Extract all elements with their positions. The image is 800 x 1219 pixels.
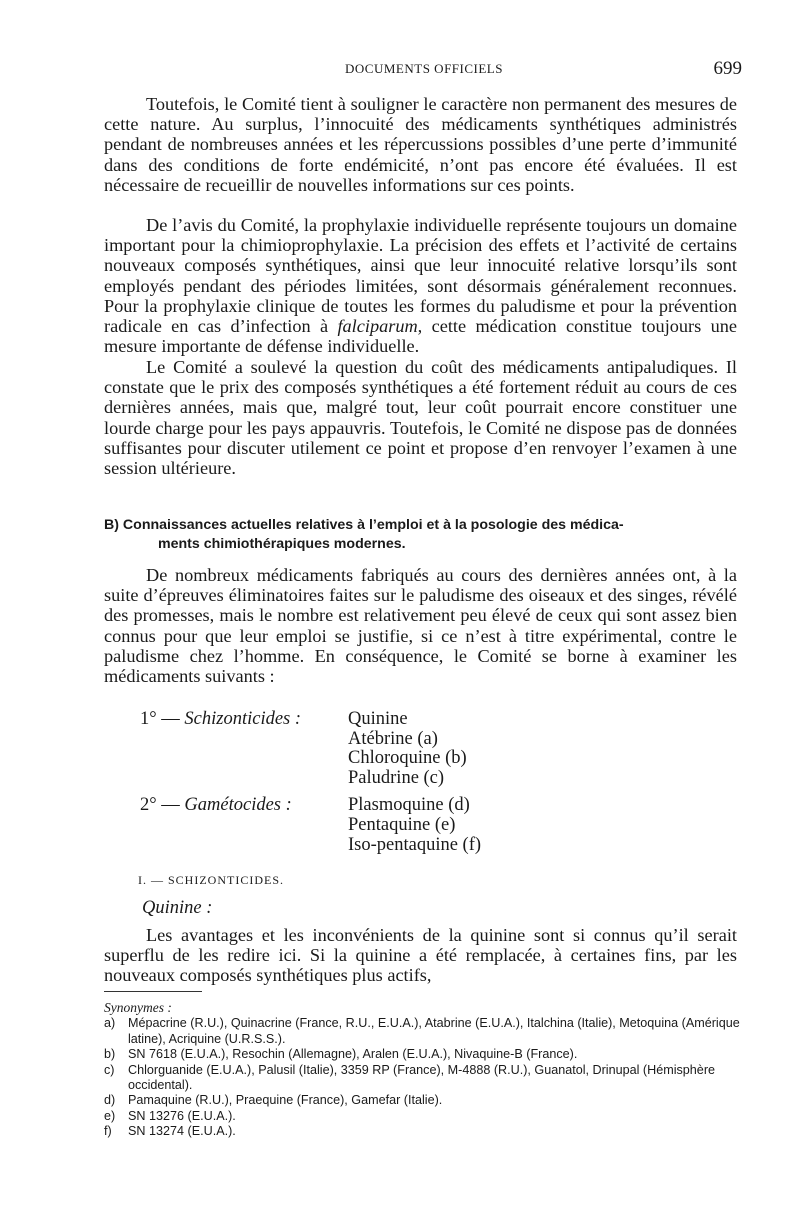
footnote-text: SN 13274 (E.U.A.). <box>128 1124 236 1139</box>
drug-group-number: 1° — <box>140 709 180 729</box>
paragraph-3 <box>104 357 737 478</box>
footnote-mark: a) <box>104 1016 116 1031</box>
page-number: 699 <box>713 58 742 79</box>
paragraph-1-text: Toutefois, le Comité tient à souligner le caractère non permanent des mesures de cette nature. Au surplus, l’innocuité des médicaments synthétiques administrés pendant de nombreuses années et les répercussions possibles d’une perte d’immunité dans des conditions de forte endémicité, n’ont pas encore été évaluées. Il est nécessaire de recueillir de nouvelles informations sur ces points. <box>104 94 737 195</box>
footnote-text: SN 7618 (E.U.A.), Resochin (Allemagne), Aralen (E.U.A.), Nivaquine-B (France). <box>128 1047 578 1062</box>
drug-item: Atébrine (a) <box>348 728 438 749</box>
footnote <box>104 1124 744 1139</box>
paragraph-2-end: cette médication constitue toujours une mesure importante de défense individuelle. <box>104 316 737 357</box>
subheading-schizonticides: I. — SCHIZONTICIDES. <box>138 873 284 887</box>
footnote-text: SN 13276 (E.U.A.). <box>128 1108 236 1123</box>
drug-group-label: Schizonticides : <box>184 709 302 729</box>
paragraph-2-italic: falciparum, <box>337 316 423 337</box>
drug-group-number: 2° — <box>140 795 180 816</box>
quinine-heading: Quinine : <box>142 898 213 918</box>
footnote <box>104 1063 744 1094</box>
drug-group-schizonticides <box>140 710 640 788</box>
footnote-text: Pamaquine (R.U.), Praequine (France), Gamefar (Italie). <box>128 1093 443 1108</box>
footnote-mark: c) <box>104 1062 115 1077</box>
drug-group-gametocides <box>140 796 640 855</box>
section-b-heading <box>104 516 737 554</box>
paragraph-2 <box>104 215 737 356</box>
footnote-text: Chlorguanide (E.U.A.), Palusil (Italie), 3359 RP (France), M-4888 (R.U.), Guanatol, Drinupal (Hémisphère occidental). <box>128 1062 716 1093</box>
page-header <box>104 58 744 82</box>
running-title: DOCUMENTS OFFICIELS <box>345 61 503 76</box>
footnote-text: Mépacrine (R.U.), Quinacrine (France, R.U., E.U.A.), Atabrine (E.U.A.), Italchina (Italie), Metoquina (Amérique latine), Acriquine (U.R.S.S.). <box>128 1016 740 1046</box>
footnotes-title: Synonymes : <box>104 1000 172 1015</box>
paragraph-5-text: Les avantages et les inconvénients de la quinine sont si connus qu’il serait superflu de les redire ici. Si la quinine a été remplacée, à certaines fins, par les nouveaux composés synthétiques plus actifs, <box>104 925 737 986</box>
footnote-mark: f) <box>104 1124 112 1139</box>
drug-item: Iso-pentaquine (f) <box>348 834 482 855</box>
paragraph-3-text: Le Comité a soulevé la question du coût des médicaments antipaludiques. Il constate que le prix des composés synthétiques a été fortement réduit au cours de ces dernières années, mais que, malgré tout, leur coût pourrait encore constituer une lourde charge pour les pays appauvris. Toutefois, le Comité ne dispose pas de données suffisantes pour discuter utilement ce point et propose d’en renvoyer l’examen à une session ultérieure. <box>104 357 737 479</box>
paragraph-1 <box>104 94 737 195</box>
drug-list <box>140 710 640 855</box>
footnote-mark: d) <box>104 1093 116 1108</box>
footnote-mark: b) <box>104 1047 116 1062</box>
footnotes <box>104 1000 744 1140</box>
footnote <box>104 1047 744 1062</box>
paragraph-5 <box>104 925 737 986</box>
drug-item: Quinine <box>348 709 408 729</box>
drug-item: Plasmoquine (d) <box>348 795 470 816</box>
paragraph-4 <box>104 565 737 686</box>
drug-item: Chloroquine (b) <box>348 748 467 769</box>
section-b-line-2: ments chimiothérapiques modernes. <box>158 536 406 552</box>
drug-group-label: Gamétocides : <box>184 795 292 816</box>
footnote <box>104 1109 744 1124</box>
section-b-line-1: B) Connaissances actuelles relatives à l’emploi et à la posologie des médica- <box>104 517 624 533</box>
footnote-mark: e) <box>104 1108 116 1123</box>
drug-item: Paludrine (c) <box>348 767 445 788</box>
paragraph-2-start: De l’avis du Comité, la prophylaxie individuelle représente toujours un domaine important pour la chimioprophylaxie. La précision des effets et l’activité de certains nouveaux composés synthétiques, ainsi que leur innocuité relative lorsqu’ils sont employés pendant des périodes limitées, sont désormais généralement reconnues. Pour la prophylaxie clinique de toutes les formes du paludisme et pour la prévention radicale en cas d’infection à <box>104 215 737 337</box>
footnote-rule <box>104 991 202 992</box>
paragraph-2-text <box>104 215 737 356</box>
footnote <box>104 1016 744 1047</box>
footnote <box>104 1093 744 1108</box>
paragraph-4-text: De nombreux médicaments fabriqués au cours des dernières années ont, à la suite d’épreuves éliminatoires faites sur le paludisme des oiseaux et des singes, révélé des promesses, mais le nombre est relativement peu élevé de ceux qui sont assez bien connus pour que leur emploi se justifie, si ce n’est à titre expérimental, contre le paludisme chez l’homme. En conséquence, le Comité se borne à examiner les médicaments suivants : <box>104 565 737 687</box>
drug-item: Pentaquine (e) <box>348 814 456 835</box>
